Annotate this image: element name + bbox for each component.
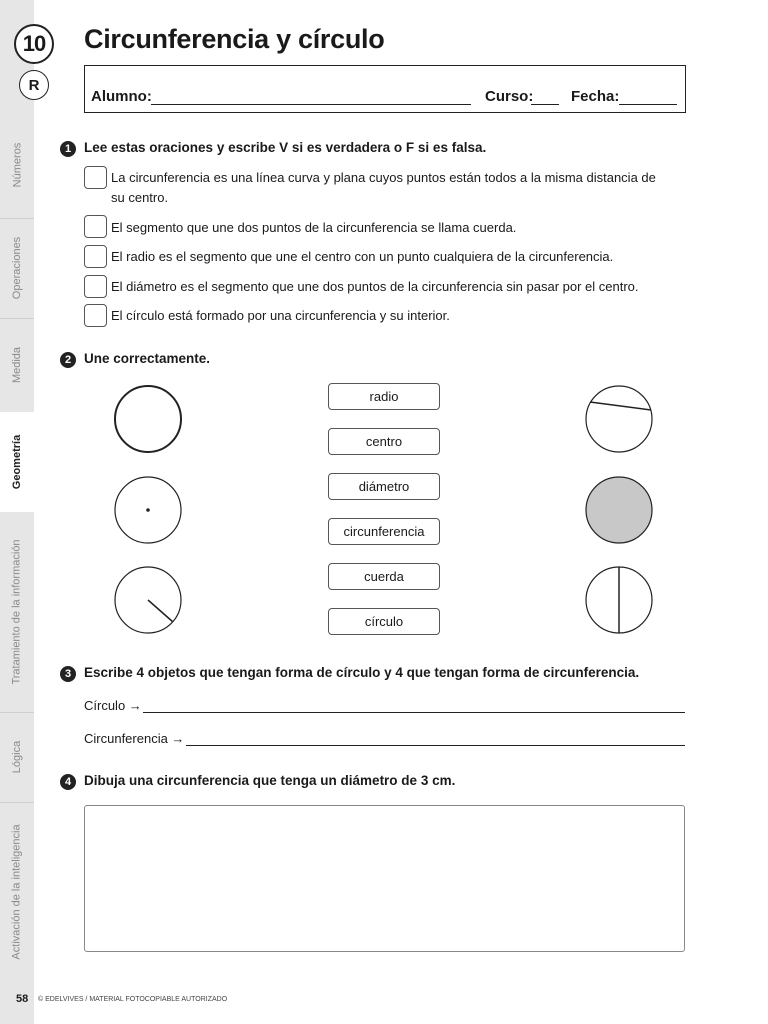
drawing-area[interactable] xyxy=(84,805,685,952)
word-circulo[interactable]: círculo xyxy=(328,608,440,635)
alumno-field[interactable] xyxy=(151,104,471,105)
exercise-1-number: 1 xyxy=(60,141,76,157)
circulo-line-label: Círculo → xyxy=(84,698,142,713)
page-title: Circunferencia y círculo xyxy=(84,24,385,54)
unit-number-badge: 10 xyxy=(14,24,54,64)
tab-label: Geometría xyxy=(11,434,24,490)
statement-3: El radio es el segmento que une el centro con un punto cualquiera de la circunferencia. xyxy=(111,249,614,264)
tab-geometria[interactable] xyxy=(0,412,34,512)
circunferencia-line-label: Circunferencia → xyxy=(84,731,185,746)
fecha-field[interactable] xyxy=(619,104,677,105)
radio-figure xyxy=(115,567,181,633)
cuerda-figure xyxy=(586,386,652,452)
exercise-4-instruction: Dibuja una circunferencia que tenga un diámetro de 3 cm. xyxy=(84,773,456,788)
circunferencia-answer-line[interactable] xyxy=(186,745,685,746)
tab-label: Números xyxy=(11,142,23,188)
word-diametro[interactable]: diámetro xyxy=(328,473,440,500)
tab-medida[interactable] xyxy=(0,318,34,412)
right-figures xyxy=(576,380,666,645)
tab-operaciones[interactable] xyxy=(0,218,34,318)
word-radio[interactable]: radio xyxy=(328,383,440,410)
circulo-answer-line[interactable] xyxy=(143,712,685,713)
alumno-label: Alumno: xyxy=(91,88,152,105)
page-number: 58 xyxy=(16,993,29,1005)
level-badge: R xyxy=(19,70,49,100)
answer-box-4[interactable] xyxy=(84,275,107,298)
tab-numeros[interactable] xyxy=(0,112,34,218)
answer-box-3[interactable] xyxy=(84,245,107,268)
tab-logica[interactable] xyxy=(0,712,34,802)
circulo-figure xyxy=(586,477,652,543)
statement-5: El círculo está formado por una circunferencia y su interior. xyxy=(111,308,450,323)
statement-4: El diámetro es el segmento que une dos puntos de la circunferencia sin pasar por el centro. xyxy=(111,279,639,294)
centro-figure xyxy=(115,477,181,543)
diametro-figure xyxy=(586,567,652,633)
subject-sidebar xyxy=(0,0,34,1024)
curso-label: Curso: xyxy=(485,88,534,105)
statement-1: La circunferencia es una línea curva y plana cuyos puntos están todos a la misma distancia de su centro. xyxy=(111,170,656,205)
tab-label: Activación de la inteligencia xyxy=(11,824,24,960)
circunferencia-figure xyxy=(115,386,181,452)
answer-box-5[interactable] xyxy=(84,304,107,327)
tab-label: Medida xyxy=(11,346,24,384)
student-info-box xyxy=(84,65,686,113)
exercise-4-number: 4 xyxy=(60,774,76,790)
fecha-label: Fecha: xyxy=(571,88,620,105)
exercise-2-number: 2 xyxy=(60,352,76,368)
word-cuerda[interactable]: cuerda xyxy=(328,563,440,590)
copyright-text: © EDELVIVES / MATERIAL FOTOCOPIABLE AUTORIZADO xyxy=(38,996,228,1003)
curso-field[interactable] xyxy=(531,104,559,105)
exercise-2-instruction: Une correctamente. xyxy=(84,351,211,366)
tab-activacion-inteligencia[interactable] xyxy=(0,802,34,982)
tab-tratamiento-informacion[interactable] xyxy=(0,512,34,712)
exercise-3-number: 3 xyxy=(60,666,76,682)
answer-box-2[interactable] xyxy=(84,215,107,238)
exercise-1-instruction: Lee estas oraciones y escribe V si es verdadera o F si es falsa. xyxy=(84,140,487,155)
left-figures xyxy=(105,380,195,645)
tab-label: Lógica xyxy=(10,740,23,774)
statement-2: El segmento que une dos puntos de la circunferencia se llama cuerda. xyxy=(111,220,517,235)
answer-box-1[interactable] xyxy=(84,166,107,189)
word-centro[interactable]: centro xyxy=(328,428,440,455)
word-circunferencia[interactable]: circunferencia xyxy=(328,518,440,545)
tab-label: Tratamiento de la información xyxy=(11,539,24,685)
tab-label: Operaciones xyxy=(11,236,23,300)
exercise-3-instruction: Escribe 4 objetos que tengan forma de círculo y 4 que tengan forma de circunferencia. xyxy=(84,665,640,680)
